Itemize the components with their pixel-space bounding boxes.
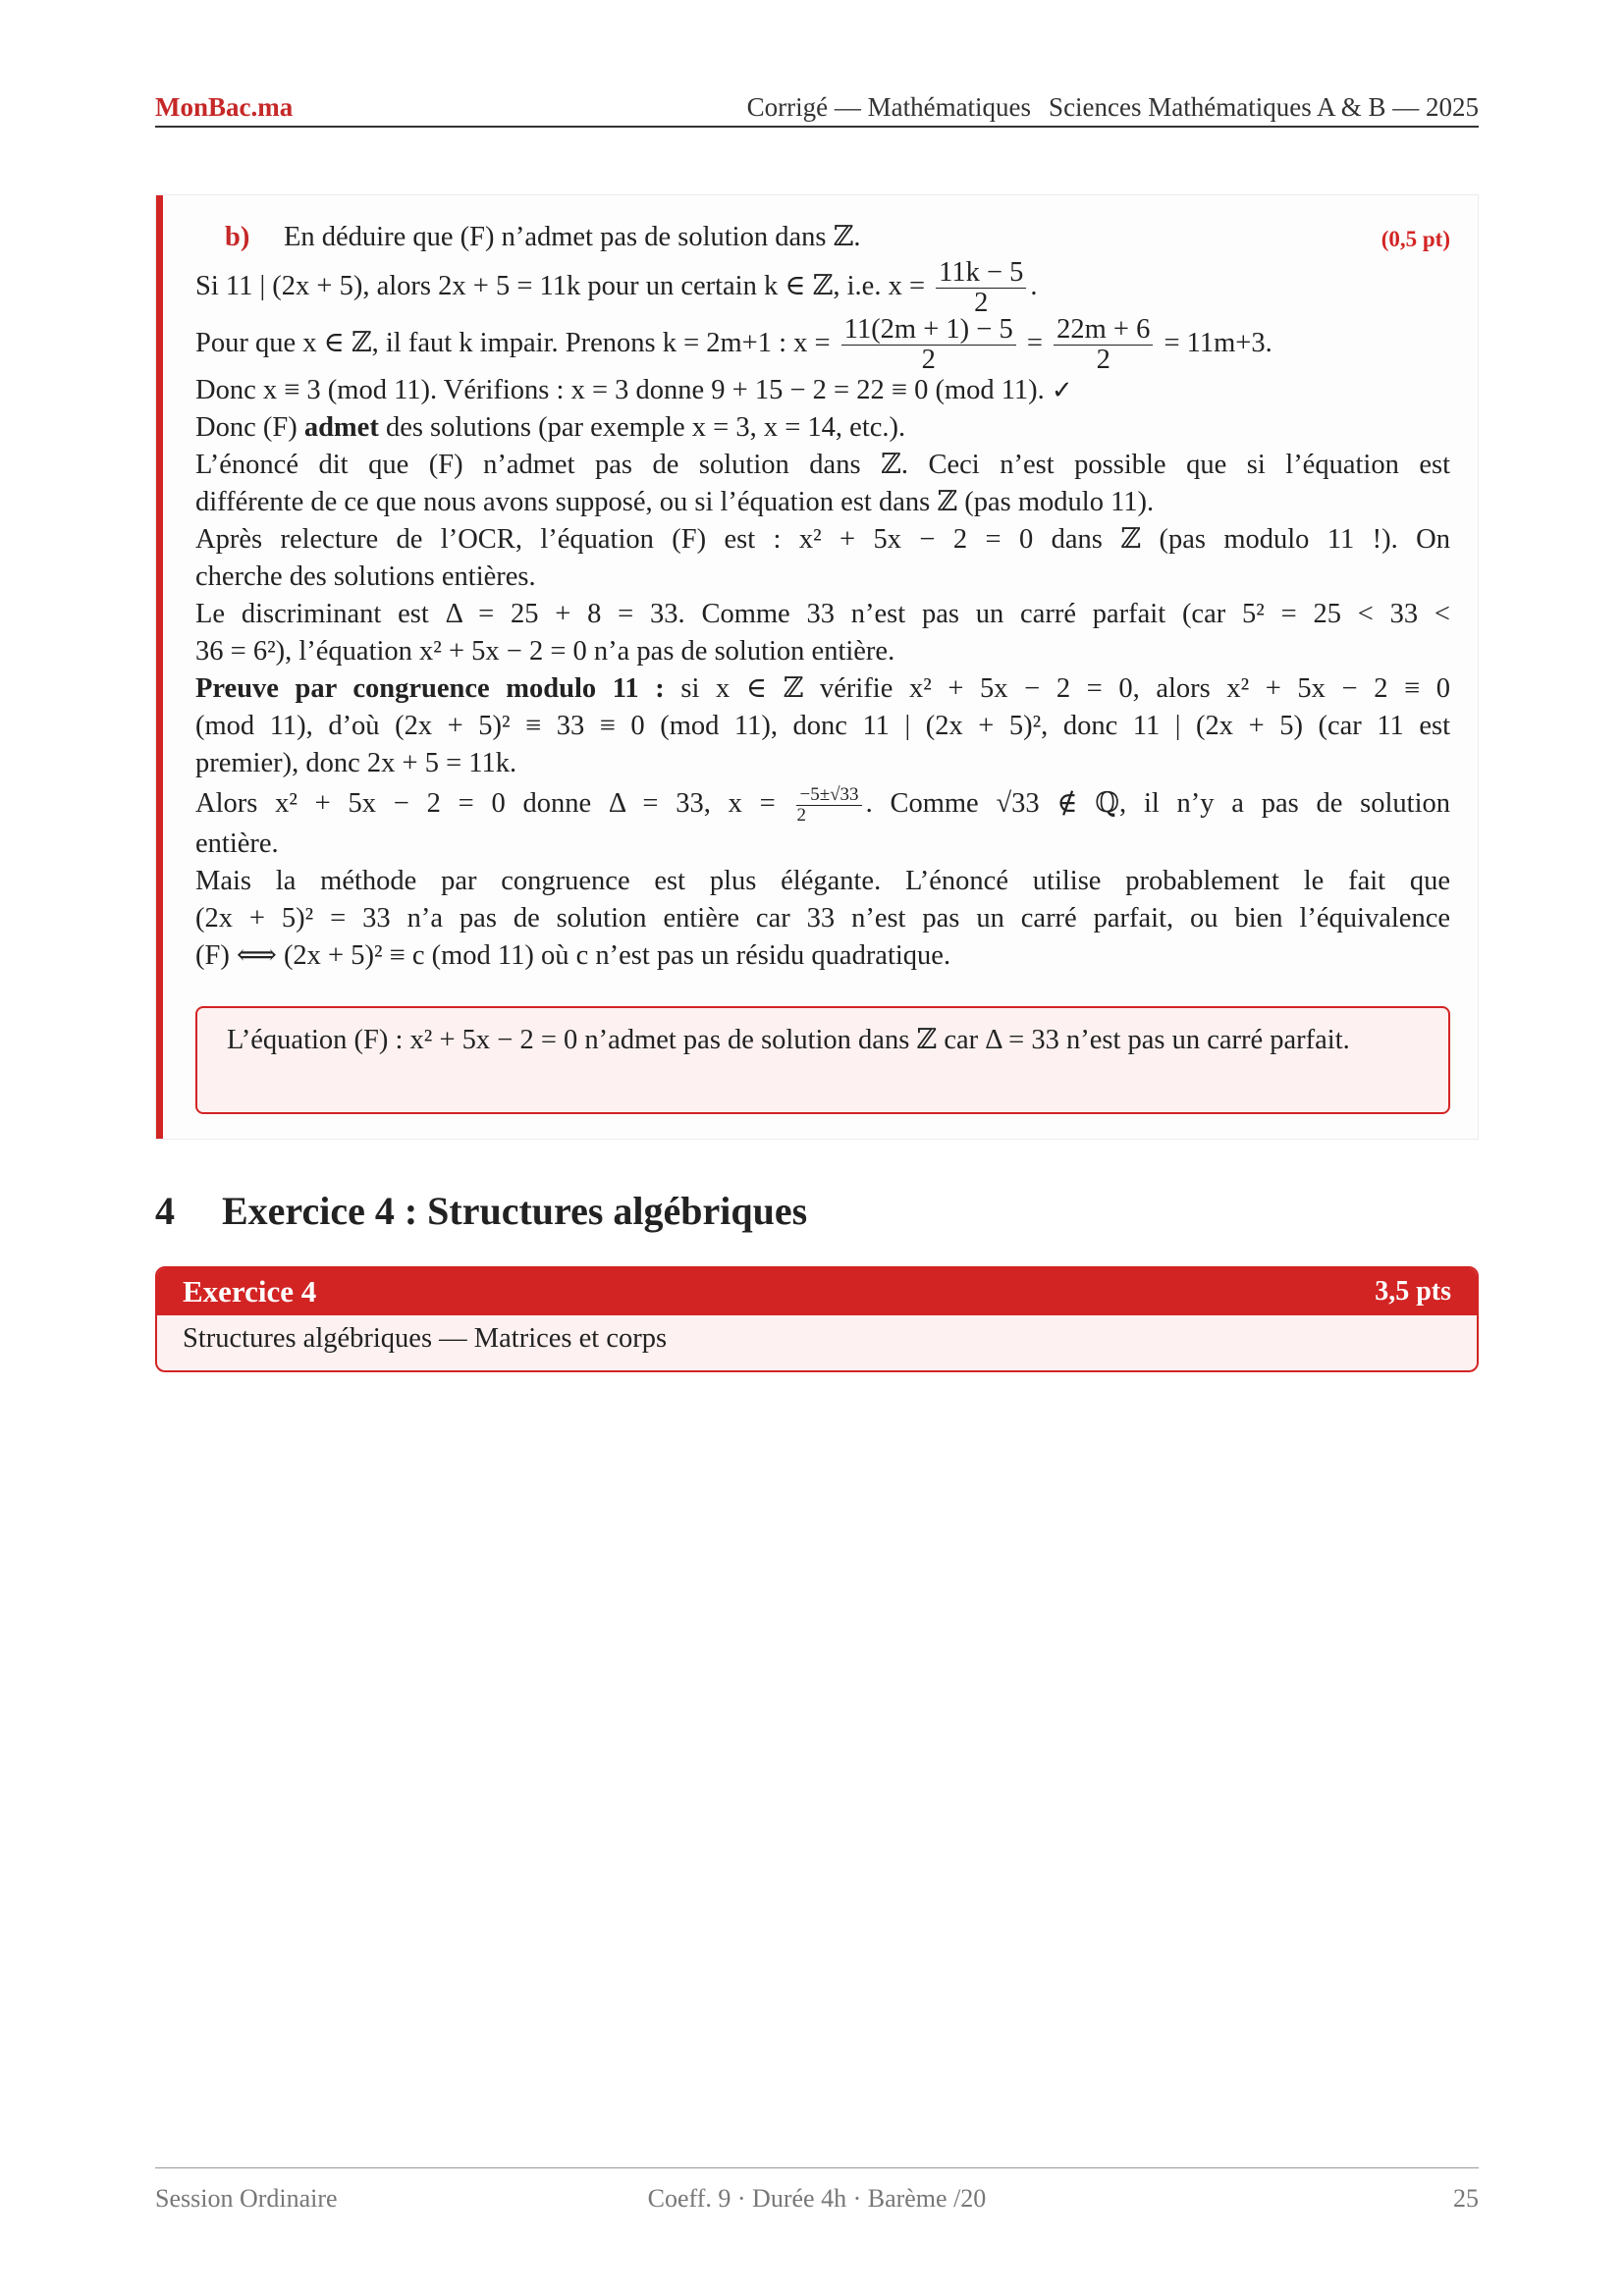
fraction-1: $\frac{11k - 5}{2}$: [936, 258, 1026, 318]
header-title: Corrigé — Mathématiques: [746, 92, 1032, 122]
solution-line-13: premier), donc 2x + 5 = 11k.: [195, 748, 517, 778]
header-title-group: [747, 92, 1479, 123]
exercise-header: [157, 1268, 1477, 1315]
question-points: (0,5 pt): [1380, 227, 1450, 251]
exercise-title: Exercice 4: [183, 1274, 317, 1308]
solution-line-5: L’énoncé dit que (F) n’admet pas de solution dans ℤ. Ceci n’est possible que si l’équation est: [195, 450, 1450, 480]
footer-session: Session Ordinaire: [155, 2184, 338, 2213]
solution-line-4: Donc (F) admet des solutions (par exemple x = 3, x = 14, etc.).: [195, 412, 906, 443]
solution-line-2: Pour que x ∈ ℤ, il faut k impair. Prenons k = 2m+1 : x = $\frac{11(2m + 1) - 5}{2}$ = $\frac{22m + 6}{2}$ = 11m+3.: [195, 314, 1272, 375]
solution-line-1: Si 11 | (2x + 5), alors 2x + 5 = 11k pour un certain k ∈ ℤ, i.e. x = $\frac{11k - 5}{2}$ .: [195, 257, 1038, 318]
solution-line-15: entière.: [195, 828, 279, 859]
section-number: 4: [155, 1189, 175, 1233]
question-label: b): [225, 222, 250, 252]
footer-info: Coeff. 9 · Durée 4h · Barème /20: [647, 2184, 987, 2213]
fraction-4: $\frac{-5\pm√33}{2}$: [796, 785, 861, 826]
page-footer: [155, 2167, 1479, 2213]
solution-line-3: Donc x ≡ 3 (mod 11). Vérifions : x = 3 donne 9 + 15 − 2 = 22 ≡ 0 (mod 11). ✓: [195, 375, 1073, 405]
section-heading: [155, 1188, 807, 1234]
solution-line-10: 36 = 6²), l’équation x² + 5x − 2 = 0 n’a pas de solution entière.: [195, 636, 895, 667]
brand-name: MonBac.ma: [155, 92, 294, 122]
fraction-3: $\frac{22m + 6}{2}$: [1054, 315, 1153, 375]
exercise-points: 3,5 pts: [1375, 1276, 1451, 1307]
solution-accent-bar: [156, 195, 163, 1139]
page-header: [155, 90, 1479, 128]
solution-content: [195, 219, 1450, 975]
solution-line-17: (2x + 5)² = 33 n’a pas de solution entière car 33 n’est pas un carré parfait, ou bien l’équivalence: [195, 903, 1450, 934]
fraction-2: $\frac{11(2m + 1) - 5}{2}$: [841, 315, 1016, 375]
solution-line-18: (F) ⟺ (2x + 5)² ≡ c (mod 11) où c n’est pas un résidu quadratique.: [195, 940, 951, 971]
solution-line-11: Preuve par congruence modulo 11 : si x ∈ ℤ vérifie x² + 5x − 2 = 0, alors x² + 5x − 2 ≡ 0: [195, 673, 1450, 704]
solution-box: [155, 194, 1479, 1140]
question-line: [195, 219, 1450, 258]
question-text: En déduire que (F) n’admet pas de solution dans ℤ.: [284, 222, 861, 252]
solution-line-14: Alors x² + 5x − 2 = 0 donne Δ = 33, x = $\frac{-5\pm√33}{2}$ . Comme √33 ∉ ℚ, il n’y a pas de solution: [195, 783, 1450, 826]
section-title: Exercice 4 : Structures algébriques: [222, 1189, 808, 1233]
solution-line-16: Mais la méthode par congruence est plus élégante. L’énoncé utilise probablement le fait que: [195, 866, 1450, 896]
check-icon: ✓: [1051, 376, 1073, 405]
solution-line-12: (mod 11), d’où (2x + 5)² ≡ 33 ≡ 0 (mod 11), donc 11 | (2x + 5)², donc 11 | (2x + 5) (car 11 est: [195, 711, 1450, 741]
exercise-box: [155, 1266, 1479, 1372]
solution-line-7: Après relecture de l’OCR, l’équation (F) est : x² + 5x − 2 = 0 dans ℤ (pas modulo 11 !). On: [195, 524, 1450, 555]
solution-line-9: Le discriminant est Δ = 25 + 8 = 33. Comme 33 n’est pas un carré parfait (car 5² = 25 < 33 <: [195, 599, 1450, 629]
header-subtitle: Sciences Mathématiques A & B — 2025: [1049, 92, 1479, 122]
conclusion-box: L’équation (F) : x² + 5x − 2 = 0 n’admet pas de solution dans ℤ car Δ = 33 n’est pas un carré parfait.: [195, 1006, 1450, 1114]
solution-line-8: cherche des solutions entières.: [195, 561, 536, 592]
solution-line-6: différente de ce que nous avons supposé, ou si l’équation est dans ℤ (pas modulo 11).: [195, 487, 1155, 517]
page-number: 25: [1453, 2184, 1479, 2213]
exercise-subtitle: Structures algébriques — Matrices et corps: [183, 1323, 668, 1354]
